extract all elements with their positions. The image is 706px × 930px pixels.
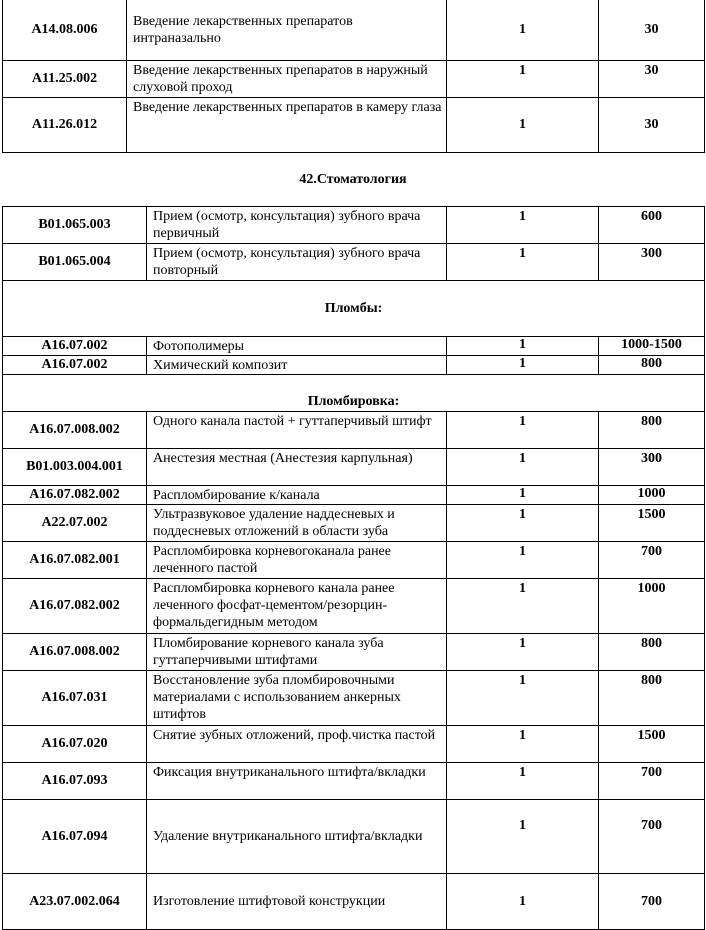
service-code: A16.07.008.002 bbox=[3, 634, 147, 671]
service-qty: 1 bbox=[447, 763, 599, 800]
service-name: Распломбировка корневого канала ранее леченного фосфат-цементом/резорцин-формальдегидным методом bbox=[147, 579, 447, 634]
service-code: A11.26.012 bbox=[3, 98, 127, 153]
services-table-top bbox=[2, 0, 705, 153]
table-row bbox=[3, 726, 705, 763]
service-name: Снятие зубных отложений, проф.чистка пастой bbox=[147, 726, 447, 763]
section-title: 42.Стоматология bbox=[299, 172, 407, 187]
table-row bbox=[3, 98, 705, 153]
service-qty: 1 bbox=[447, 207, 599, 244]
service-price: 800 bbox=[599, 412, 705, 449]
service-name: Введение лекарственных препаратов в наружный слуховой проход bbox=[127, 61, 447, 98]
service-qty: 1 bbox=[447, 356, 599, 375]
service-name: Восстановление зуба пломбировочными материалами с использованием анкерных штифтов bbox=[147, 671, 447, 726]
service-name: Введение лекарственных препаратов интраназально bbox=[127, 0, 447, 61]
service-price: 1500 bbox=[599, 726, 705, 763]
table-row bbox=[3, 542, 705, 579]
service-name: Изготовление штифтовой конструкции bbox=[147, 874, 447, 930]
dental-services-table bbox=[2, 206, 705, 930]
service-qty: 1 bbox=[447, 244, 599, 281]
table-row bbox=[3, 244, 705, 281]
subheader-row bbox=[3, 281, 705, 337]
table-row bbox=[3, 505, 705, 542]
service-name: Фиксация внутриканального штифта/вкладки bbox=[147, 763, 447, 800]
table-row bbox=[3, 671, 705, 726]
service-code: A16.07.082.001 bbox=[3, 542, 147, 579]
service-qty: 1 bbox=[447, 98, 599, 153]
table-row bbox=[3, 337, 705, 356]
service-price: 1500 bbox=[599, 505, 705, 542]
table-row bbox=[3, 356, 705, 375]
service-name: Фотополимеры bbox=[147, 337, 447, 356]
service-qty: 1 bbox=[447, 412, 599, 449]
service-name: Удаление внутриканального штифта/вкладки bbox=[147, 800, 447, 874]
service-name: Распломбирование к/канала bbox=[147, 486, 447, 505]
service-qty: 1 bbox=[447, 505, 599, 542]
service-code: A14.08.006 bbox=[3, 0, 127, 61]
table-row bbox=[3, 449, 705, 486]
service-name: Прием (осмотр, консультация) зубного врача первичный bbox=[147, 207, 447, 244]
service-name: Пломбирование корневого канала зуба гуттаперчивыми штифтами bbox=[147, 634, 447, 671]
service-qty: 1 bbox=[447, 0, 599, 61]
service-qty: 1 bbox=[447, 61, 599, 98]
service-qty: 1 bbox=[447, 337, 599, 356]
service-price: 300 bbox=[599, 244, 705, 281]
service-code: A23.07.002.064 bbox=[3, 874, 147, 930]
service-price: 30 bbox=[599, 61, 705, 98]
service-price: 30 bbox=[599, 98, 705, 153]
service-code: A16.07.020 bbox=[3, 726, 147, 763]
table-row bbox=[3, 800, 705, 874]
service-code: A16.07.002 bbox=[3, 337, 147, 356]
service-code: B01.065.003 bbox=[3, 207, 147, 244]
table-row bbox=[3, 61, 705, 98]
service-name: Анестезия местная (Анестезия карпульная) bbox=[147, 449, 447, 486]
subheader-fillings: Пломбы: bbox=[3, 281, 705, 337]
service-price: 700 bbox=[599, 542, 705, 579]
service-price: 1000 bbox=[599, 579, 705, 634]
service-code: A16.07.082.002 bbox=[3, 486, 147, 505]
service-code: A16.07.093 bbox=[3, 763, 147, 800]
service-price: 800 bbox=[599, 671, 705, 726]
service-qty: 1 bbox=[447, 542, 599, 579]
table-row bbox=[3, 874, 705, 930]
service-name: Ультразвуковое удаление наддесневых и поддесневых отложений в области зуба bbox=[147, 505, 447, 542]
service-code: A16.07.002 bbox=[3, 356, 147, 375]
subheader-filling-work: Пломбировка: bbox=[3, 375, 705, 412]
service-qty: 1 bbox=[447, 874, 599, 930]
service-price: 600 bbox=[599, 207, 705, 244]
table-row bbox=[3, 412, 705, 449]
service-code: A22.07.002 bbox=[3, 505, 147, 542]
service-price: 700 bbox=[599, 800, 705, 874]
table-row bbox=[3, 486, 705, 505]
table-row bbox=[3, 0, 705, 61]
service-code: A16.07.031 bbox=[3, 671, 147, 726]
service-price: 800 bbox=[599, 634, 705, 671]
service-price: 300 bbox=[599, 449, 705, 486]
service-name: Химический композит bbox=[147, 356, 447, 375]
service-price: 30 bbox=[599, 0, 705, 61]
table-row bbox=[3, 579, 705, 634]
service-price: 700 bbox=[599, 763, 705, 800]
service-qty: 1 bbox=[447, 671, 599, 726]
table-row bbox=[3, 763, 705, 800]
service-code: A11.25.002 bbox=[3, 61, 127, 98]
service-qty: 1 bbox=[447, 486, 599, 505]
service-price: 1000 bbox=[599, 486, 705, 505]
service-code: B01.065.004 bbox=[3, 244, 147, 281]
service-code: B01.003.004.001 bbox=[3, 449, 147, 486]
service-name: Одного канала пастой + гуттаперчивый штифт bbox=[147, 412, 447, 449]
service-price: 1000-1500 bbox=[599, 337, 705, 356]
service-qty: 1 bbox=[447, 449, 599, 486]
service-qty: 1 bbox=[447, 579, 599, 634]
service-qty: 1 bbox=[447, 726, 599, 763]
service-code: A16.07.008.002 bbox=[3, 412, 147, 449]
table-row bbox=[3, 207, 705, 244]
service-price: 700 bbox=[599, 874, 705, 930]
service-code: A16.07.082.002 bbox=[3, 579, 147, 634]
subheader-row bbox=[3, 375, 705, 412]
service-qty: 1 bbox=[447, 634, 599, 671]
service-name: Прием (осмотр, консультация) зубного врача повторный bbox=[147, 244, 447, 281]
service-qty: 1 bbox=[447, 800, 599, 874]
service-price: 800 bbox=[599, 356, 705, 375]
service-name: Введение лекарственных препаратов в камеру глаза bbox=[127, 98, 447, 153]
table-row bbox=[3, 634, 705, 671]
service-name: Распломбировка корневогоканала ранее леченного пастой bbox=[147, 542, 447, 579]
service-code: A16.07.094 bbox=[3, 800, 147, 874]
